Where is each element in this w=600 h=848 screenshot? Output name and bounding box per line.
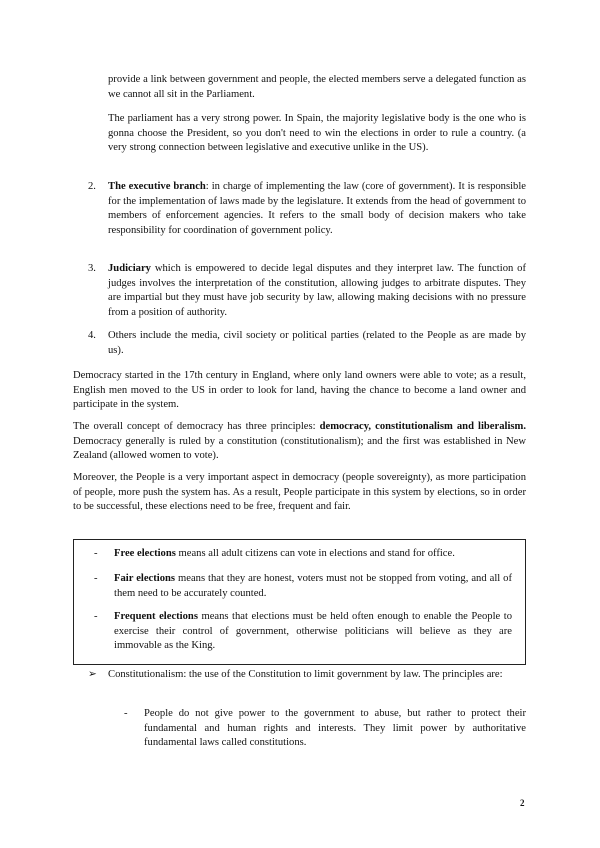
term-fair-elections: Fair elections [114,573,176,584]
paragraph-history: Democracy started in the 17th century in England, where only land owners were able to vote; as a result, English men moved to the US in order to look for land, having the chance to become a land owner and participate in the system. [73,370,526,411]
sub-item-people-power [124,707,526,751]
list-item-constitutionalism [88,668,526,683]
term-executive-branch: The executive branch [108,181,206,192]
term-frequent-elections: Frequent elections [114,611,198,622]
list-item-executive [88,180,526,238]
dash-bullet: - [94,611,98,622]
paragraph-delegated-function: provide a link between government and people, the elected members serve a delegated function as we cannot all sit in the Parliament. [108,74,526,100]
list-item-others [88,329,526,358]
box-item-free-elections [94,547,512,562]
dash-bullet: - [94,548,98,559]
paragraph-principles [73,420,526,464]
elections-box [73,539,526,665]
box-item-fair-elections [94,572,512,601]
principles-text-end: Democracy generally is ruled by a constitution (constitutionalism); and the first was established in New Zealand (allowed women to vote). [73,435,526,462]
list-number: 2. [88,181,96,192]
term-free-elections: Free elections [114,548,176,559]
arrow-bullet-icon: ➢ [88,669,97,680]
dash-bullet: - [94,573,98,584]
paragraph-people: Moreover, the People is a very important aspect in democracy (people sovereignty), as more participation of people, more push the system has. As a result, People participate in this system by elections, so in order to be successful, these elections need to be free, frequent and fair. [73,472,526,513]
box-item-frequent-elections [94,610,512,654]
list-item-text: which is empowered to decide legal disputes and they interpret law. The function of judges involves the interpretation of the constitution, allowing judges to arbitrate disputes. They are impartial but they must have job security by law, allowing making decisions with no pressure from a position of authority. [108,263,526,318]
dash-bullet: - [124,708,128,719]
principles-bold-terms: democracy, constitutionalism and liberalism. [319,421,526,432]
list-item-text: Others include the media, civil society or political parties (related to the People as are made by us). [108,330,526,356]
list-item-text: : in charge of implementing the law (core of government). It is responsible for the implementation of laws made by the legislature. It extends from the head of government to members of enforcement agencies. It refers to the small body of decision makers who take responsibility for coordination of government policy. [108,181,526,236]
term-judiciary: Judiciary [108,263,151,274]
sub-item-text: People do not give power to the government to abuse, but rather to protect their fundamental and human rights and interests. They limit power by authoritative fundamental laws called constitutions. [144,708,526,749]
constitutionalism-text: Constitutionalism: the use of the Constitution to limit government by law. The principles are: [108,669,503,680]
principles-text-start: The overall concept of democracy has three principles: [73,421,320,432]
list-item-judiciary [88,262,526,320]
list-number: 3. [88,263,96,274]
box-item-text: means all adult citizens can vote in elections and stand for office. [175,548,455,559]
page-number: 2 [520,798,525,808]
paragraph-parliament: The parliament has a very strong power. In Spain, the majority legislative body is the one who is gonna choose the President, so you don't need to win the elections in order to rule a country. (a very strong connection between legislative and executive unlike in the US). [108,113,526,154]
list-number: 4. [88,330,96,341]
box-item-text: means that elections must be held often enough to enable the People to exercise their control of government, otherwise politicians will believe as they are immovable as the King. [114,611,512,652]
box-item-text: means that they are honest, voters must not be stopped from voting, and all of them need to be accurately counted. [114,573,512,599]
